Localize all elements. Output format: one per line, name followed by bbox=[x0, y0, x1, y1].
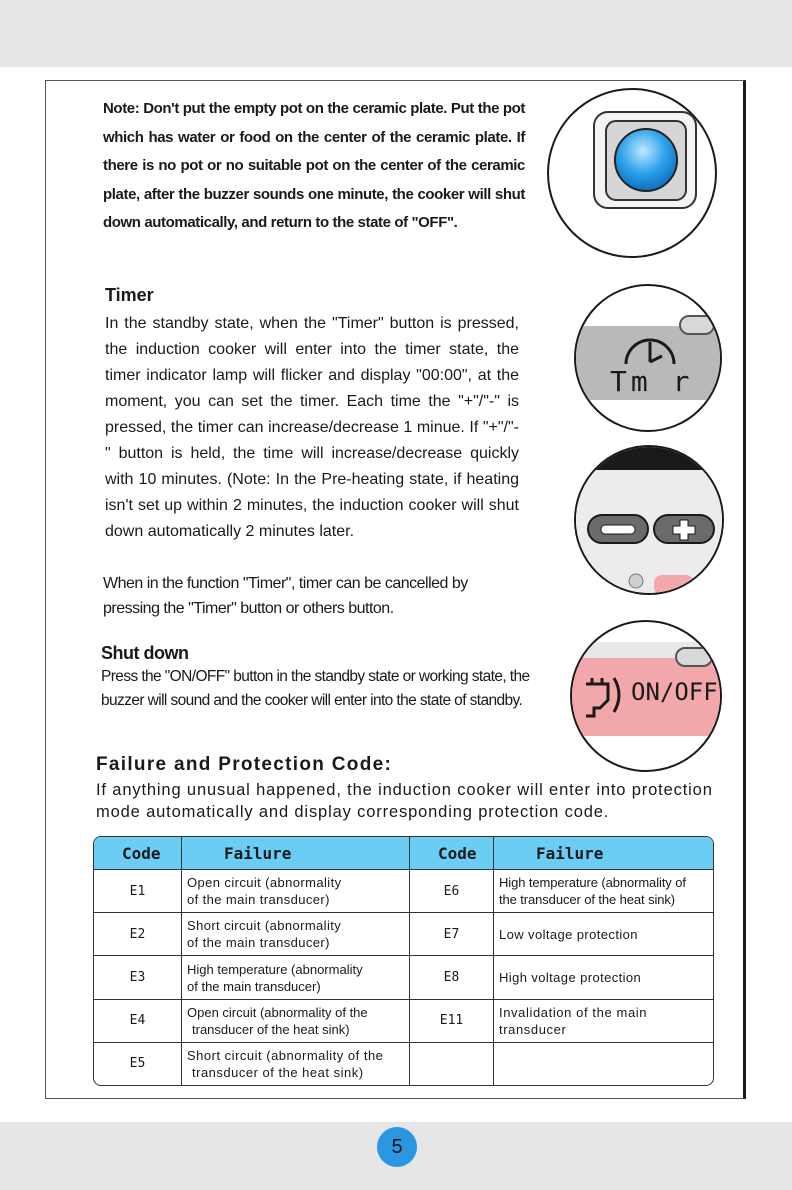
code-cell: E2 bbox=[94, 913, 182, 956]
failure-cell bbox=[494, 1043, 713, 1085]
failure-text: of the main transducer) bbox=[187, 892, 330, 908]
failure-heading: Failure and Protection Code: bbox=[96, 754, 393, 775]
table-header-row bbox=[94, 837, 713, 870]
failure-cell bbox=[182, 1043, 410, 1085]
failure-code-table bbox=[93, 836, 714, 1086]
failure-cell: Low voltage protection bbox=[494, 913, 713, 956]
timer-heading: Timer bbox=[105, 285, 154, 305]
code-cell: E5 bbox=[94, 1043, 182, 1085]
code-cell bbox=[410, 1043, 494, 1085]
table-row bbox=[94, 956, 713, 999]
timer-cancel-paragraph: When in the function "Timer", timer can be cancelled by pressing the "Timer" button or others button. bbox=[103, 575, 468, 617]
failure-text: Open circuit (abnormality of the bbox=[187, 1004, 368, 1020]
failure-text: transducer bbox=[499, 1021, 567, 1037]
failure-text: of the main transducer) bbox=[187, 978, 321, 994]
failure-cell bbox=[494, 1000, 713, 1043]
failure-text: High temperature (abnormality bbox=[187, 961, 363, 977]
failure-cell bbox=[494, 870, 713, 913]
failure-text: High temperature (abnormality of bbox=[499, 875, 686, 891]
code-cell: E7 bbox=[410, 913, 494, 956]
page-number: 5 bbox=[377, 1127, 417, 1167]
failure-cell bbox=[182, 956, 410, 999]
timer-button-label: Tm r bbox=[610, 365, 694, 398]
onoff-button-illustration bbox=[570, 620, 722, 772]
failure-text: transducer of the heat sink) bbox=[192, 1021, 350, 1037]
shutdown-heading: Shut down bbox=[101, 643, 189, 663]
failure-text: Open circuit (abnormality bbox=[187, 875, 342, 891]
shutdown-paragraph: Press the "ON/OFF" button in the standby state or working state, the buzzer will sound and the cooker will enter into the state of standby. bbox=[101, 668, 530, 709]
failure-cell: High voltage protection bbox=[494, 956, 713, 999]
code-cell: E1 bbox=[94, 870, 182, 913]
table-row bbox=[94, 1000, 713, 1043]
top-band bbox=[0, 0, 792, 67]
table-row bbox=[94, 870, 713, 913]
timer-paragraph: In the standby state, when the "Timer" button is pressed, the induction cooker will enter into the timer state, the timer indicator lamp will flicker and display "00:00", at the moment, you can set the timer. Each time the "+"/"-" is pressed, the timer can increase/decrease 1 minue. If "+"/"-" button is held, the time will increase/decrease quickly with 10 minutes. (Note: In the Pre-heating state, if heating isn't set up within 2 minutes, the induction cooker will shut down automatically 2 minutes later. bbox=[105, 315, 519, 540]
note-paragraph: Note: Don't put the empty pot on the ceramic plate. Put the pot which has water or food on the center of the ceramic plate. If there is no pot or no suitable pot on the center of the ceramic plate, after the buzzer sounds one minute, the cooker will shut down automatically, and return to the state of "OFF". bbox=[103, 100, 525, 231]
code-cell: E6 bbox=[410, 870, 494, 913]
ceramic-plate-illustration bbox=[547, 88, 717, 258]
onoff-button-label: ON/OFF bbox=[631, 678, 718, 706]
code-cell: E4 bbox=[94, 1000, 182, 1043]
failure-cell bbox=[182, 1000, 410, 1043]
table-row bbox=[94, 1043, 713, 1085]
failure-cell bbox=[182, 913, 410, 956]
failure-cell bbox=[182, 870, 410, 913]
column-header-failure: Failure bbox=[182, 837, 410, 870]
timer-button-illustration bbox=[574, 284, 722, 432]
column-header-code: Code bbox=[94, 837, 182, 870]
code-cell: E8 bbox=[410, 956, 494, 999]
table-row bbox=[94, 913, 713, 956]
failure-text: of the main transducer) bbox=[187, 935, 330, 951]
column-header-failure: Failure bbox=[494, 837, 713, 870]
code-cell: E3 bbox=[94, 956, 182, 999]
failure-text: the transducer of the heat sink) bbox=[499, 892, 676, 908]
failure-text: Short circuit (abnormality of the bbox=[187, 1047, 384, 1063]
plus-minus-illustration bbox=[574, 445, 724, 595]
pot-icon bbox=[615, 129, 677, 191]
failure-text: transducer of the heat sink) bbox=[192, 1064, 364, 1080]
failure-text: Invalidation of the main bbox=[499, 1004, 648, 1020]
failure-text: Short circuit (abnormality bbox=[187, 918, 342, 934]
failure-intro: If anything unusual happened, the induction cooker will enter into protection mode automatically and display corresponding protection code. bbox=[96, 781, 713, 821]
code-cell: E11 bbox=[410, 1000, 494, 1043]
column-header-code: Code bbox=[410, 837, 494, 870]
